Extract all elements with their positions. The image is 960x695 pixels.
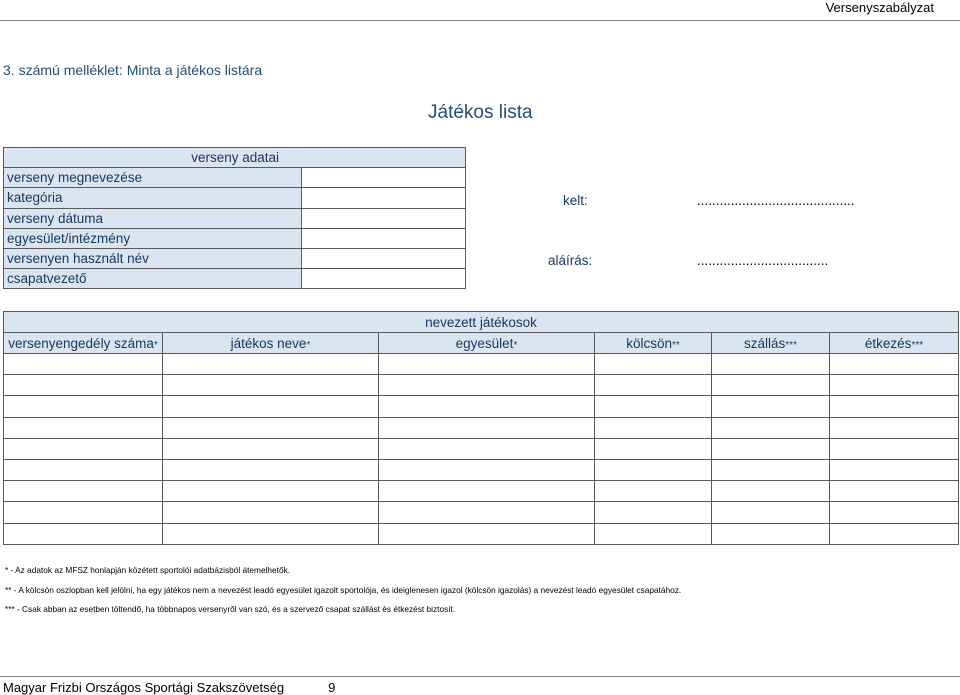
table-cell[interactable] <box>4 417 163 438</box>
field-label: egyesület/intézmény <box>4 228 302 248</box>
table-cell[interactable] <box>712 481 830 502</box>
header-divider <box>0 20 960 21</box>
table-cell[interactable] <box>163 396 379 417</box>
table-cell[interactable] <box>830 396 959 417</box>
column-header-player-name: játékos neve* <box>163 333 379 354</box>
table-cell[interactable] <box>379 417 595 438</box>
table-cell[interactable] <box>712 459 830 480</box>
table-cell[interactable] <box>379 502 595 523</box>
table-cell[interactable] <box>163 438 379 459</box>
section-title: 3. számú melléklet: Minta a játékos listára <box>3 62 263 78</box>
table-row <box>4 354 959 375</box>
table-cell[interactable] <box>595 375 712 396</box>
players-table <box>3 311 959 545</box>
table-cell[interactable] <box>595 417 712 438</box>
column-header-license: versenyengedély száma* <box>4 333 163 354</box>
table-cell[interactable] <box>163 375 379 396</box>
field-value-date[interactable] <box>302 208 466 228</box>
table-cell[interactable] <box>830 375 959 396</box>
table-cell[interactable] <box>712 523 830 544</box>
footer-divider <box>0 676 960 677</box>
table-cell[interactable] <box>595 502 712 523</box>
table-cell[interactable] <box>830 354 959 375</box>
signature-label: aláírás: <box>548 253 593 268</box>
table-cell[interactable] <box>712 375 830 396</box>
footer-organization: Magyar Frizbi Országos Sportági Szakszövetség <box>3 680 285 695</box>
footnote-2: ** - A kölcsön oszlopban kell jelölni, ha egy játékos nem a nevezést leadó egyesület igazolt sportolója, és ideiglenesen igazol (kölcsön igazolás) a nevezést leadó egyesület csapatához. <box>5 585 682 595</box>
table-cell[interactable] <box>595 396 712 417</box>
table-cell[interactable] <box>4 354 163 375</box>
footnote-1: * - Az adatok az MFSZ honlapján közétett sportolói adatbázisból átemelhetők. <box>5 565 291 575</box>
table-cell[interactable] <box>4 523 163 544</box>
table-cell[interactable] <box>379 375 595 396</box>
table-cell[interactable] <box>830 417 959 438</box>
table-cell[interactable] <box>163 354 379 375</box>
table-row <box>4 168 466 188</box>
players-table-caption: nevezett játékosok <box>4 312 959 333</box>
table-cell[interactable] <box>4 481 163 502</box>
table-cell[interactable] <box>163 459 379 480</box>
field-value-team-leader[interactable] <box>302 269 466 289</box>
field-value-club[interactable] <box>302 228 466 248</box>
signature-placeholder[interactable]: ................................... <box>697 253 829 268</box>
table-cell[interactable] <box>163 502 379 523</box>
competition-data-header: verseny adatai <box>4 148 466 168</box>
competition-data-table <box>3 147 466 289</box>
field-value-category[interactable] <box>302 188 466 208</box>
table-cell[interactable] <box>379 438 595 459</box>
field-value-competition-name[interactable] <box>302 168 466 188</box>
table-cell[interactable] <box>712 354 830 375</box>
table-row <box>4 269 466 289</box>
field-value-team-name[interactable] <box>302 248 466 268</box>
players-header-row <box>4 333 959 354</box>
table-cell[interactable] <box>163 417 379 438</box>
table-cell[interactable] <box>830 502 959 523</box>
table-row <box>4 248 466 268</box>
field-label: csapatvezető <box>4 269 302 289</box>
table-cell[interactable] <box>379 354 595 375</box>
table-cell[interactable] <box>163 481 379 502</box>
column-header-loan: kölcsön** <box>595 333 712 354</box>
table-cell[interactable] <box>595 354 712 375</box>
field-label: versenyen használt név <box>4 248 302 268</box>
table-cell[interactable] <box>595 523 712 544</box>
table-cell[interactable] <box>595 481 712 502</box>
table-row <box>4 208 466 228</box>
table-cell[interactable] <box>4 375 163 396</box>
table-row <box>4 459 959 480</box>
table-cell[interactable] <box>4 502 163 523</box>
table-cell[interactable] <box>830 459 959 480</box>
page-number: 9 <box>328 680 336 695</box>
document-title: Játékos lista <box>428 102 533 123</box>
table-row <box>4 188 466 208</box>
table-cell[interactable] <box>712 502 830 523</box>
table-cell[interactable] <box>712 417 830 438</box>
field-label: verseny dátuma <box>4 208 302 228</box>
date-placeholder[interactable]: .......................................... <box>697 193 855 208</box>
table-row <box>4 481 959 502</box>
table-cell[interactable] <box>379 459 595 480</box>
table-row <box>4 228 466 248</box>
table-row <box>4 396 959 417</box>
table-cell[interactable] <box>4 459 163 480</box>
table-cell[interactable] <box>4 396 163 417</box>
table-cell[interactable] <box>4 438 163 459</box>
field-label: verseny megnevezése <box>4 168 302 188</box>
table-cell[interactable] <box>830 481 959 502</box>
date-label: kelt: <box>563 193 588 208</box>
column-header-club: egyesület* <box>379 333 595 354</box>
footnote-3: *** - Csak abban az esetben töltendő, ha többnapos versenyről van szó, és a szervező csapat szállást és étkezést biztosít. <box>5 604 456 614</box>
table-row <box>4 502 959 523</box>
table-cell[interactable] <box>830 438 959 459</box>
table-row <box>4 438 959 459</box>
table-cell[interactable] <box>379 523 595 544</box>
table-row <box>4 523 959 544</box>
table-cell[interactable] <box>595 459 712 480</box>
table-row <box>4 375 959 396</box>
table-row <box>4 417 959 438</box>
table-cell[interactable] <box>379 481 595 502</box>
table-cell[interactable] <box>712 396 830 417</box>
field-label: kategória <box>4 188 302 208</box>
column-header-accommodation: szállás*** <box>712 333 830 354</box>
table-cell[interactable] <box>379 396 595 417</box>
column-header-meals: étkezés*** <box>830 333 959 354</box>
table-cell[interactable] <box>595 438 712 459</box>
table-cell[interactable] <box>712 438 830 459</box>
running-header: Versenyszabályzat <box>825 0 934 15</box>
table-cell[interactable] <box>830 523 959 544</box>
table-cell[interactable] <box>163 523 379 544</box>
page-footer <box>3 680 335 695</box>
